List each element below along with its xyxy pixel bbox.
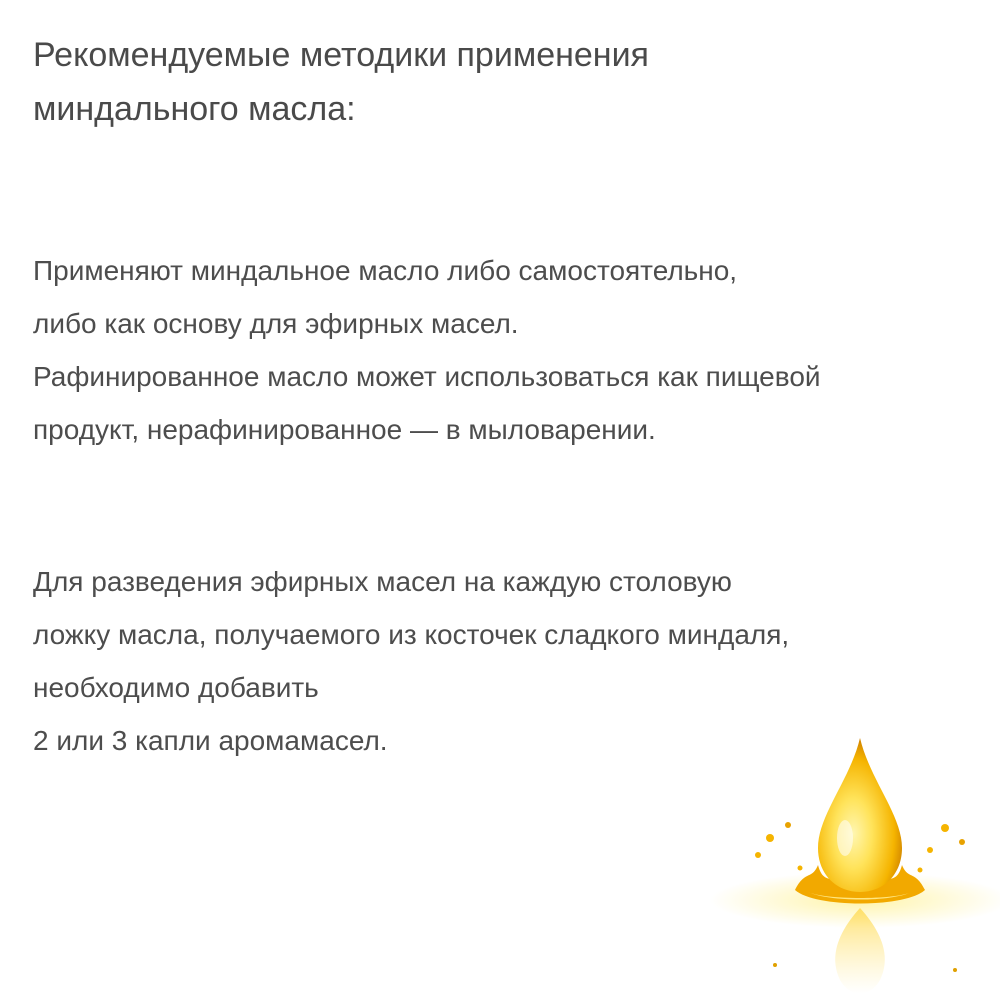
droplet <box>773 963 777 967</box>
oil-drop <box>818 738 902 892</box>
oil-drop-splash-icon <box>700 730 1000 1000</box>
paragraph-line: необходимо добавить <box>33 672 319 703</box>
page-title <box>33 28 933 136</box>
paragraph-line: Применяют миндальное масло либо самостоятельно, <box>33 255 738 286</box>
paragraph-line: продукт, нерафинированное — в мыловарении. <box>33 414 656 445</box>
droplet <box>785 822 791 828</box>
drop-highlight <box>837 820 853 856</box>
title-line: миндального масла: <box>33 90 356 128</box>
droplet <box>927 847 933 853</box>
usage-paragraph <box>33 244 963 456</box>
paragraph-line: ложку масла, получаемого из косточек сладкого миндаля, <box>33 619 790 650</box>
droplet <box>918 868 923 873</box>
droplet <box>755 852 761 858</box>
droplet <box>941 824 949 832</box>
title-line: Рекомендуемые методики применения <box>33 36 649 74</box>
paragraph-line: Рафинированное масло может использоваться как пищевой <box>33 361 821 392</box>
paragraph-line: Для разведения эфирных масел на каждую столовую <box>33 566 732 597</box>
droplet <box>798 866 803 871</box>
paragraph-line: 2 или 3 капли аромамасел. <box>33 725 388 756</box>
droplet <box>766 834 774 842</box>
droplet <box>959 839 965 845</box>
paragraph-line: либо как основу для эфирных масел. <box>33 308 519 339</box>
droplet <box>953 968 957 972</box>
